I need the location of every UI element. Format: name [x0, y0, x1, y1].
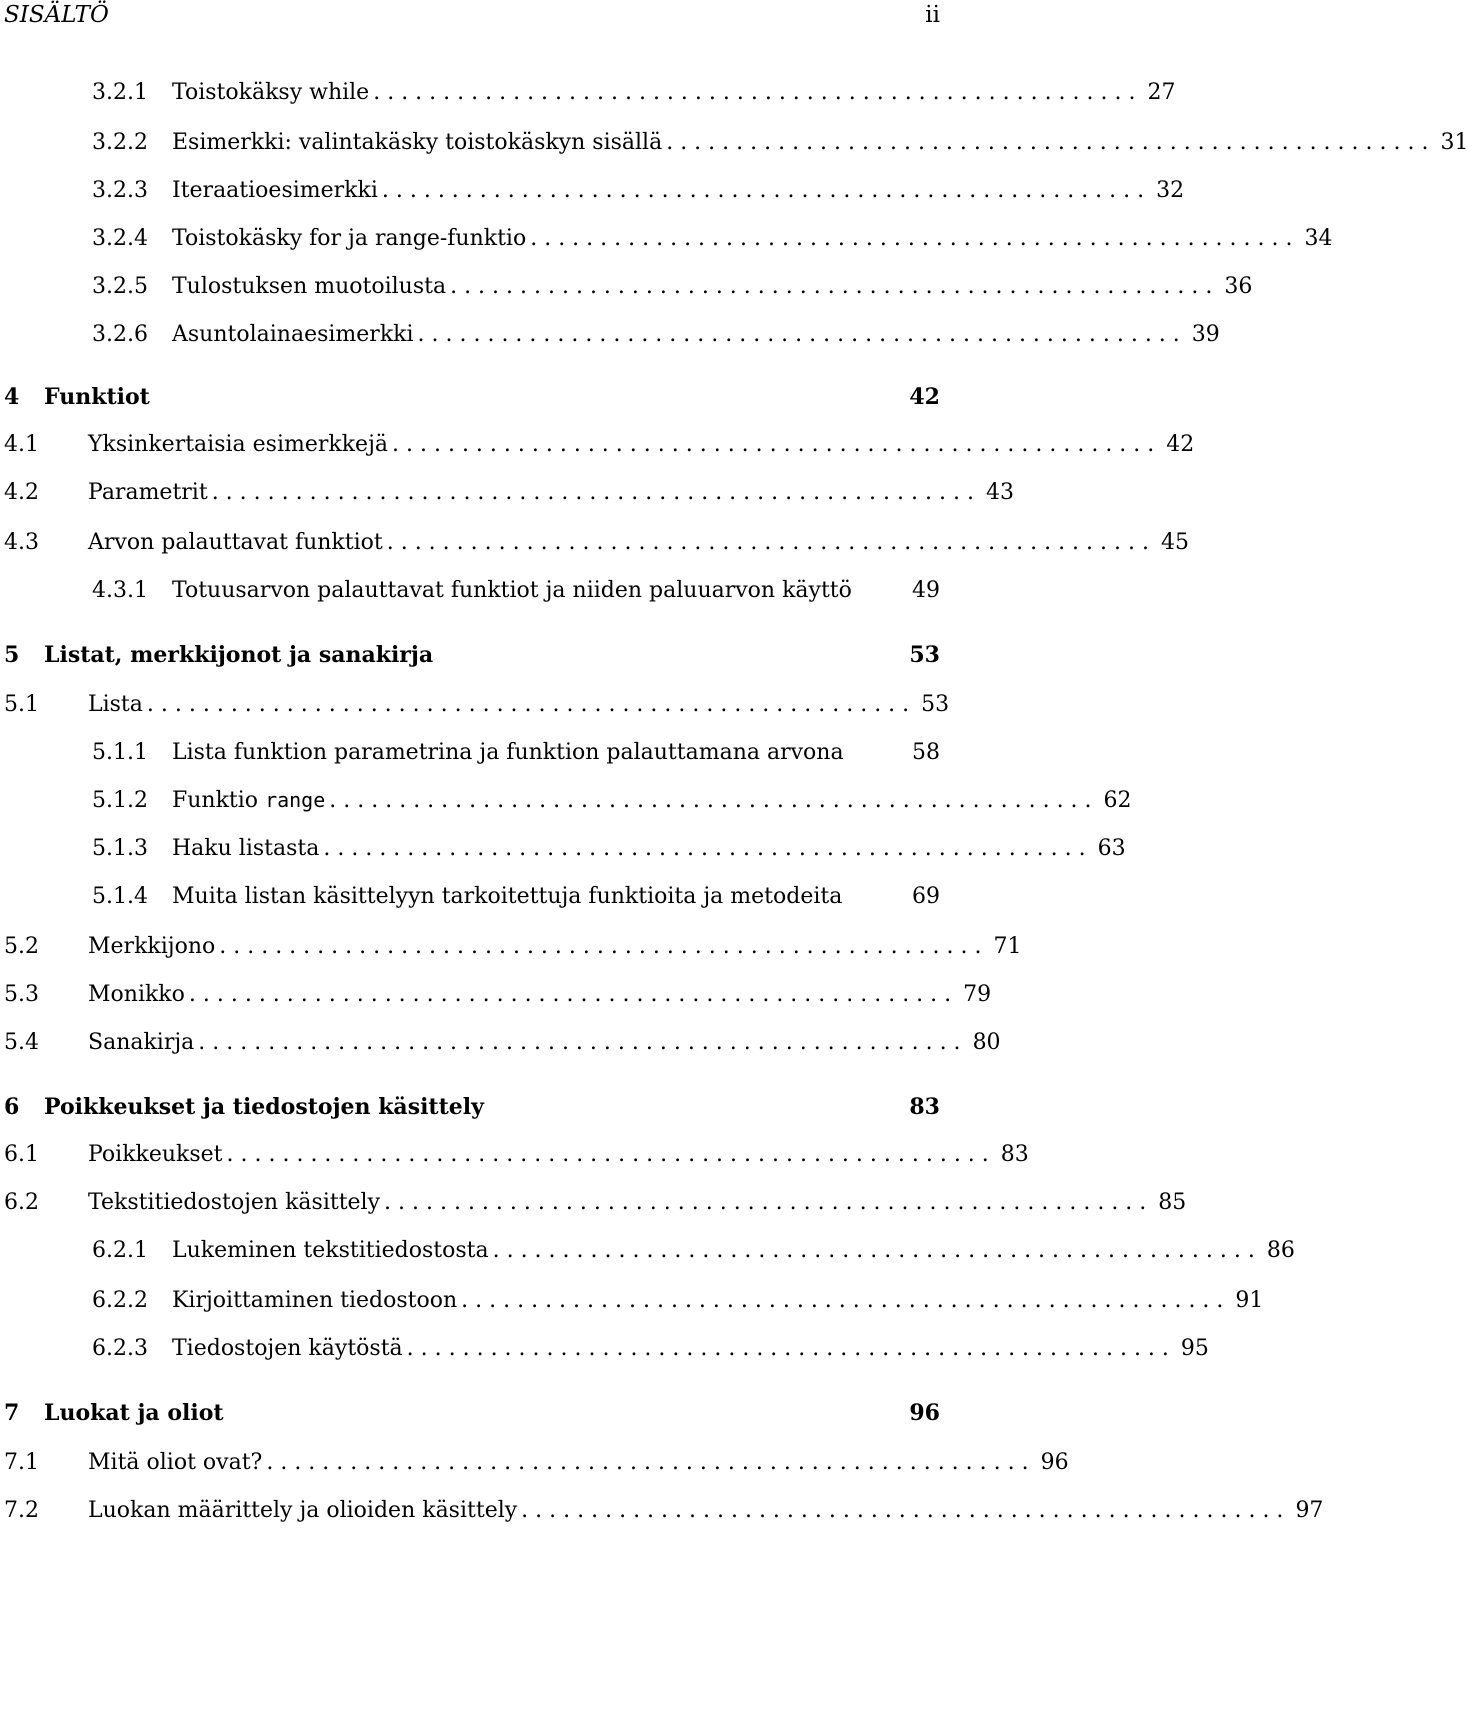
toc-entry-title — [172, 740, 844, 765]
toc-entry[interactable] — [4, 1450, 1069, 1480]
toc-entry[interactable] — [4, 1400, 940, 1430]
toc-entry-title — [88, 982, 185, 1007]
toc-entry-title-text: Tulostuksen muotoilusta — [172, 274, 447, 299]
toc-entry[interactable] — [4, 1030, 1001, 1060]
toc-entry-title — [44, 642, 433, 668]
toc-entry-page: 83 — [1000, 1142, 1029, 1167]
toc-leader-dots: . . . . . . . . . . . . . . . . . . . . . . . . . . . . . . . . . . . . . . . . . . . . . . . . . . . . . . . — [226, 1142, 989, 1167]
toc-leader-dots: . . . . . . . . . . . . . . . . . . . . . . . . . . . . . . . . . . . . . . . . . . . . . . . . . . . . . . . — [521, 1498, 1284, 1523]
toc-entry-title — [88, 432, 388, 457]
toc-entry-title-text: Arvon palauttavat funktiot — [88, 530, 383, 555]
toc-entry-title-text: Poikkeukset — [88, 1142, 223, 1167]
toc-entry-page: 53 — [909, 642, 940, 668]
toc-entry-page: 86 — [1266, 1238, 1295, 1263]
toc-entry-title-text: Funktio — [172, 788, 266, 813]
toc-entry-title — [88, 1450, 262, 1475]
toc-entry-page: 63 — [1097, 836, 1126, 861]
toc-entry-title — [172, 80, 369, 105]
toc-entry-title — [172, 836, 319, 861]
toc-entry[interactable] — [92, 884, 940, 914]
toc-entry-title — [88, 1142, 223, 1167]
toc-entry-title — [172, 884, 842, 909]
toc-entry-title-text: Iteraatioesimerkki — [172, 178, 378, 203]
toc-entry-title-text: Sanakirja — [88, 1030, 195, 1055]
toc-entry[interactable] — [92, 740, 940, 770]
toc-entry-title — [88, 1030, 194, 1055]
toc-entry-title — [172, 178, 378, 203]
toc-entry-number: 3.2.2 — [92, 130, 148, 155]
toc-entry-number: 6.2.1 — [92, 1238, 148, 1263]
toc-entry[interactable] — [4, 480, 1014, 510]
toc-entry-title-text: Luokan määrittely ja olioiden käsittely — [88, 1498, 518, 1523]
toc-leader-dots: . . . . . . . . . . . . . . . . . . . . . . . . . . . . . . . . . . . . . . . . . . . . . . . . . . . . . . . — [146, 692, 910, 717]
toc-leader-dots: . . . . . . . . . . . . . . . . . . . . . . . . . . . . . . . . . . . . . . . . . . . . . . . . . . . . . . . — [461, 1288, 1224, 1313]
toc-entry[interactable] — [92, 274, 1253, 304]
toc-leader-dots: . . . . . . . . . . . . . . . . . . . . . . . . . . . . . . . . . . . . . . . . . . . . . . . . . . . . . . . — [266, 1450, 1029, 1475]
toc-entry-page: 45 — [1160, 530, 1189, 555]
toc-entry-number: 4.1 — [4, 432, 39, 457]
toc-leader-dots: . . . . . . . . . . . . . . . . . . . . . . . . . . . . . . . . . . . . . . . . . . . . . . . . . . . . . . . — [323, 836, 1086, 861]
toc-entry[interactable] — [92, 130, 1468, 160]
toc-entry-number: 6.2.2 — [92, 1288, 148, 1313]
toc-entry-title-text: Poikkeukset ja tiedostojen käsittely — [44, 1094, 484, 1120]
toc-leader-dots: . . . . . . . . . . . . . . . . . . . . . . . . . . . . . . . . . . . . . . . . . . . . . . . . . . . . . . . — [417, 322, 1180, 347]
toc-entry-page: 62 — [1103, 788, 1132, 813]
toc-entry[interactable] — [92, 836, 1126, 866]
toc-entry-title — [172, 788, 325, 813]
running-head-title: SISÄLTÖ — [4, 2, 109, 28]
toc-leader-dots: . . . . . . . . . . . . . . . . . . . . . . . . . . . . . . . . . . . . . . . . . . . . . . . . . . . . . . . — [384, 1190, 1147, 1215]
toc-entry[interactable] — [92, 788, 1132, 818]
toc-entry-page: 49 — [912, 578, 940, 603]
toc-entry-title-text: Tiedostojen käytöstä — [172, 1336, 403, 1361]
page-header — [0, 0, 960, 42]
toc-entry[interactable] — [4, 530, 1189, 560]
toc-entry-title-text: Lista — [88, 692, 143, 717]
toc-entry-number: 7 — [4, 1400, 20, 1426]
toc-entry-title — [172, 274, 446, 299]
toc-entry-title-text: Merkkijono — [88, 934, 216, 959]
toc-entry[interactable] — [92, 178, 1185, 208]
toc-leader-dots: . . . . . . . . . . . . . . . . . . . . . . . . . . . . . . . . . . . . . . . . . . . . . . . . . . . . . . . — [666, 130, 1429, 155]
toc-entry-title-text: Tekstitiedostojen käsittely — [88, 1190, 381, 1215]
toc-entry[interactable] — [92, 226, 1333, 256]
toc-entry[interactable] — [4, 1094, 940, 1124]
toc-entry-number: 3.2.4 — [92, 226, 148, 251]
toc-entry-title-text: Toistokäksy while — [172, 80, 370, 105]
toc-entry-title-text: Toistokäsky for ja range-funktio — [172, 226, 527, 251]
toc-entry-title-text: Monikko — [88, 982, 185, 1007]
toc-entry-number: 5.1.3 — [92, 836, 148, 861]
toc-entry[interactable] — [92, 578, 940, 608]
toc-leader-dots: . . . . . . . . . . . . . . . . . . . . . . . . . . . . . . . . . . . . . . . . . . . . . . . . . . . . . . . — [373, 80, 1136, 105]
toc-entry-page: 80 — [972, 1030, 1001, 1055]
toc-entry-number: 6 — [4, 1094, 20, 1120]
toc-entry[interactable] — [92, 1288, 1264, 1318]
toc-entry[interactable] — [4, 642, 940, 672]
toc-entry-title — [172, 1238, 489, 1263]
toc-entry-title — [172, 1336, 403, 1361]
toc-leader-dots: . . . . . . . . . . . . . . . . . . . . . . . . . . . . . . . . . . . . . . . . . . . . . . . . . . . . . . . — [450, 274, 1213, 299]
toc-entry[interactable] — [92, 1238, 1295, 1268]
toc-entry-title-text: Haku listasta — [172, 836, 320, 861]
toc-entry-page: 32 — [1156, 178, 1185, 203]
toc-entry-title — [88, 480, 208, 505]
toc-entry-page: 42 — [1166, 432, 1195, 457]
toc-entry-title — [44, 1094, 484, 1120]
toc-entry-page: 31 — [1440, 130, 1468, 155]
toc-entry[interactable] — [4, 1498, 1324, 1528]
toc-entry[interactable] — [4, 1142, 1029, 1172]
toc-leader-dots: . . . . . . . . . . . . . . . . . . . . . . . . . . . . . . . . . . . . . . . . . . . . . . . . . . . . . . . — [386, 530, 1149, 555]
toc-entry-title-text: Asuntolainaesimerkki — [172, 322, 414, 347]
toc-entry-title-text: Funktiot — [44, 384, 150, 410]
toc-entry[interactable] — [4, 1190, 1187, 1220]
toc-entry-page: 27 — [1147, 80, 1176, 105]
toc-entry-page: 96 — [909, 1400, 940, 1426]
toc-entry-title — [88, 530, 383, 555]
toc-entry-page: 34 — [1304, 226, 1333, 251]
toc-entry-page: 43 — [985, 480, 1014, 505]
toc-entry-number: 3.2.5 — [92, 274, 148, 299]
toc-entry-page: 79 — [963, 982, 992, 1007]
toc-leader-dots: . . . . . . . . . . . . . . . . . . . . . . . . . . . . . . . . . . . . . . . . . . . . . . . . . . . . . . . — [198, 1030, 961, 1055]
toc-entry[interactable] — [4, 692, 950, 722]
toc-entry-number: 5.1.1 — [92, 740, 148, 765]
toc-entry-title — [88, 692, 143, 717]
toc-entry-title — [44, 384, 150, 410]
toc-entry-number: 3.2.3 — [92, 178, 148, 203]
toc-leader-dots: . . . . . . . . . . . . . . . . . . . . . . . . . . . . . . . . . . . . . . . . . . . . . . . . . . . . . . . — [392, 432, 1155, 457]
toc-entry-number: 5.1.2 — [92, 788, 148, 813]
toc-entry-number: 5.1 — [4, 692, 39, 717]
toc-entry-title — [44, 1400, 224, 1426]
toc-entry-number: 4.3.1 — [92, 578, 148, 603]
toc-entry-title-text: Totuusarvon palauttavat funktiot ja niiden paluuarvon käyttö — [172, 578, 852, 603]
toc-entry-page: 97 — [1295, 1498, 1324, 1523]
toc-entry[interactable] — [4, 982, 992, 1012]
toc-entry-number: 3.2.6 — [92, 322, 148, 347]
toc-entry[interactable] — [4, 384, 940, 414]
toc-entry-page: 39 — [1191, 322, 1220, 347]
toc-entry-title-text: Listat, merkkijonot ja sanakirja — [44, 642, 434, 668]
toc-entry-title-text: Yksinkertaisia esimerkkejä — [88, 432, 389, 457]
toc-entry-number: 7.2 — [4, 1498, 39, 1523]
toc-entry-page: 96 — [1040, 1450, 1069, 1475]
toc-entry-page: 69 — [912, 884, 940, 909]
toc-entry-title — [88, 934, 215, 959]
toc-entry-code: range — [265, 788, 326, 812]
toc-entry-title — [172, 130, 662, 155]
toc-entry-title — [88, 1498, 517, 1523]
toc-entry-number: 5.1.4 — [92, 884, 148, 909]
toc-entry-title — [172, 578, 852, 603]
toc-entry-number: 3.2.1 — [92, 80, 148, 105]
toc-entry-title-text: Parametrit — [88, 480, 208, 505]
toc-entry-page: 42 — [909, 384, 940, 410]
page-number: ii — [925, 2, 940, 28]
toc-entry-number: 4 — [4, 384, 20, 410]
toc-entry-title-text: Muita listan käsittelyyn tarkoitettuja funktioita ja metodeita — [172, 884, 843, 909]
toc-entry-number: 5.2 — [4, 934, 39, 959]
toc-entry[interactable] — [92, 1336, 1209, 1366]
toc-entry-page: 83 — [909, 1094, 940, 1120]
toc-entry-title — [172, 1288, 457, 1313]
toc-leader-dots: . . . . . . . . . . . . . . . . . . . . . . . . . . . . . . . . . . . . . . . . . . . . . . . . . . . . . . . — [188, 982, 952, 1007]
toc-leader-dots: . . . . . . . . . . . . . . . . . . . . . . . . . . . . . . . . . . . . . . . . . . . . . . . . . . . . . . . — [329, 788, 1092, 813]
toc-leader-dots: . . . . . . . . . . . . . . . . . . . . . . . . . . . . . . . . . . . . . . . . . . . . . . . . . . . . . . . — [492, 1238, 1255, 1263]
toc-entry-number: 7.1 — [4, 1450, 39, 1475]
toc-entry-number: 5 — [4, 642, 20, 668]
toc-entry-title-text: Esimerkki: valintakäsky toistokäskyn sisällä — [172, 130, 663, 155]
toc-entry[interactable] — [92, 80, 1176, 110]
toc-entry-number: 4.2 — [4, 480, 39, 505]
toc-entry-title-text: Mitä oliot ovat? — [88, 1450, 263, 1475]
toc-entry-title-text: Luokat ja oliot — [44, 1400, 224, 1426]
toc-leader-dots: . . . . . . . . . . . . . . . . . . . . . . . . . . . . . . . . . . . . . . . . . . . . . . . . . . . . . . . — [530, 226, 1293, 251]
toc-entry-title-text: Lukeminen tekstitiedostosta — [172, 1238, 489, 1263]
toc-leader-dots: . . . . . . . . . . . . . . . . . . . . . . . . . . . . . . . . . . . . . . . . . . . . . . . . . . . . . . . — [219, 934, 982, 959]
toc-entry-page: 71 — [993, 934, 1022, 959]
toc-entry-title-text: Lista funktion parametrina ja funktion palauttamana arvona — [172, 740, 844, 765]
toc-entry-page: 36 — [1224, 274, 1253, 299]
toc-entry-number: 6.2 — [4, 1190, 39, 1215]
toc-entry-page: 53 — [921, 692, 950, 717]
toc-leader-dots: . . . . . . . . . . . . . . . . . . . . . . . . . . . . . . . . . . . . . . . . . . . . . . . . . . . . . . . — [406, 1336, 1169, 1361]
toc-leader-dots: . . . . . . . . . . . . . . . . . . . . . . . . . . . . . . . . . . . . . . . . . . . . . . . . . . . . . . . — [381, 178, 1145, 203]
toc-entry-page: 91 — [1235, 1288, 1264, 1313]
toc-entry-number: 6.1 — [4, 1142, 39, 1167]
toc-entry-page: 85 — [1158, 1190, 1187, 1215]
toc-entry[interactable] — [4, 934, 1022, 964]
toc-entry[interactable] — [4, 432, 1195, 462]
toc-entry-title — [88, 1190, 380, 1215]
toc-entry-title — [172, 322, 414, 347]
toc-entry-number: 5.4 — [4, 1030, 39, 1055]
toc-entry-page: 95 — [1180, 1336, 1209, 1361]
toc-entry[interactable] — [92, 322, 1220, 352]
toc-entry-title — [172, 226, 526, 251]
toc-entry-title-text: Kirjoittaminen tiedostoon — [172, 1288, 458, 1313]
toc-entry-number: 4.3 — [4, 530, 39, 555]
toc-leader-dots: . . . . . . . . . . . . . . . . . . . . . . . . . . . . . . . . . . . . . . . . . . . . . . . . . . . . . . . — [211, 480, 974, 505]
toc-entry-number: 6.2.3 — [92, 1336, 148, 1361]
toc-entry-number: 5.3 — [4, 982, 39, 1007]
toc-entry-page: 58 — [912, 740, 940, 765]
